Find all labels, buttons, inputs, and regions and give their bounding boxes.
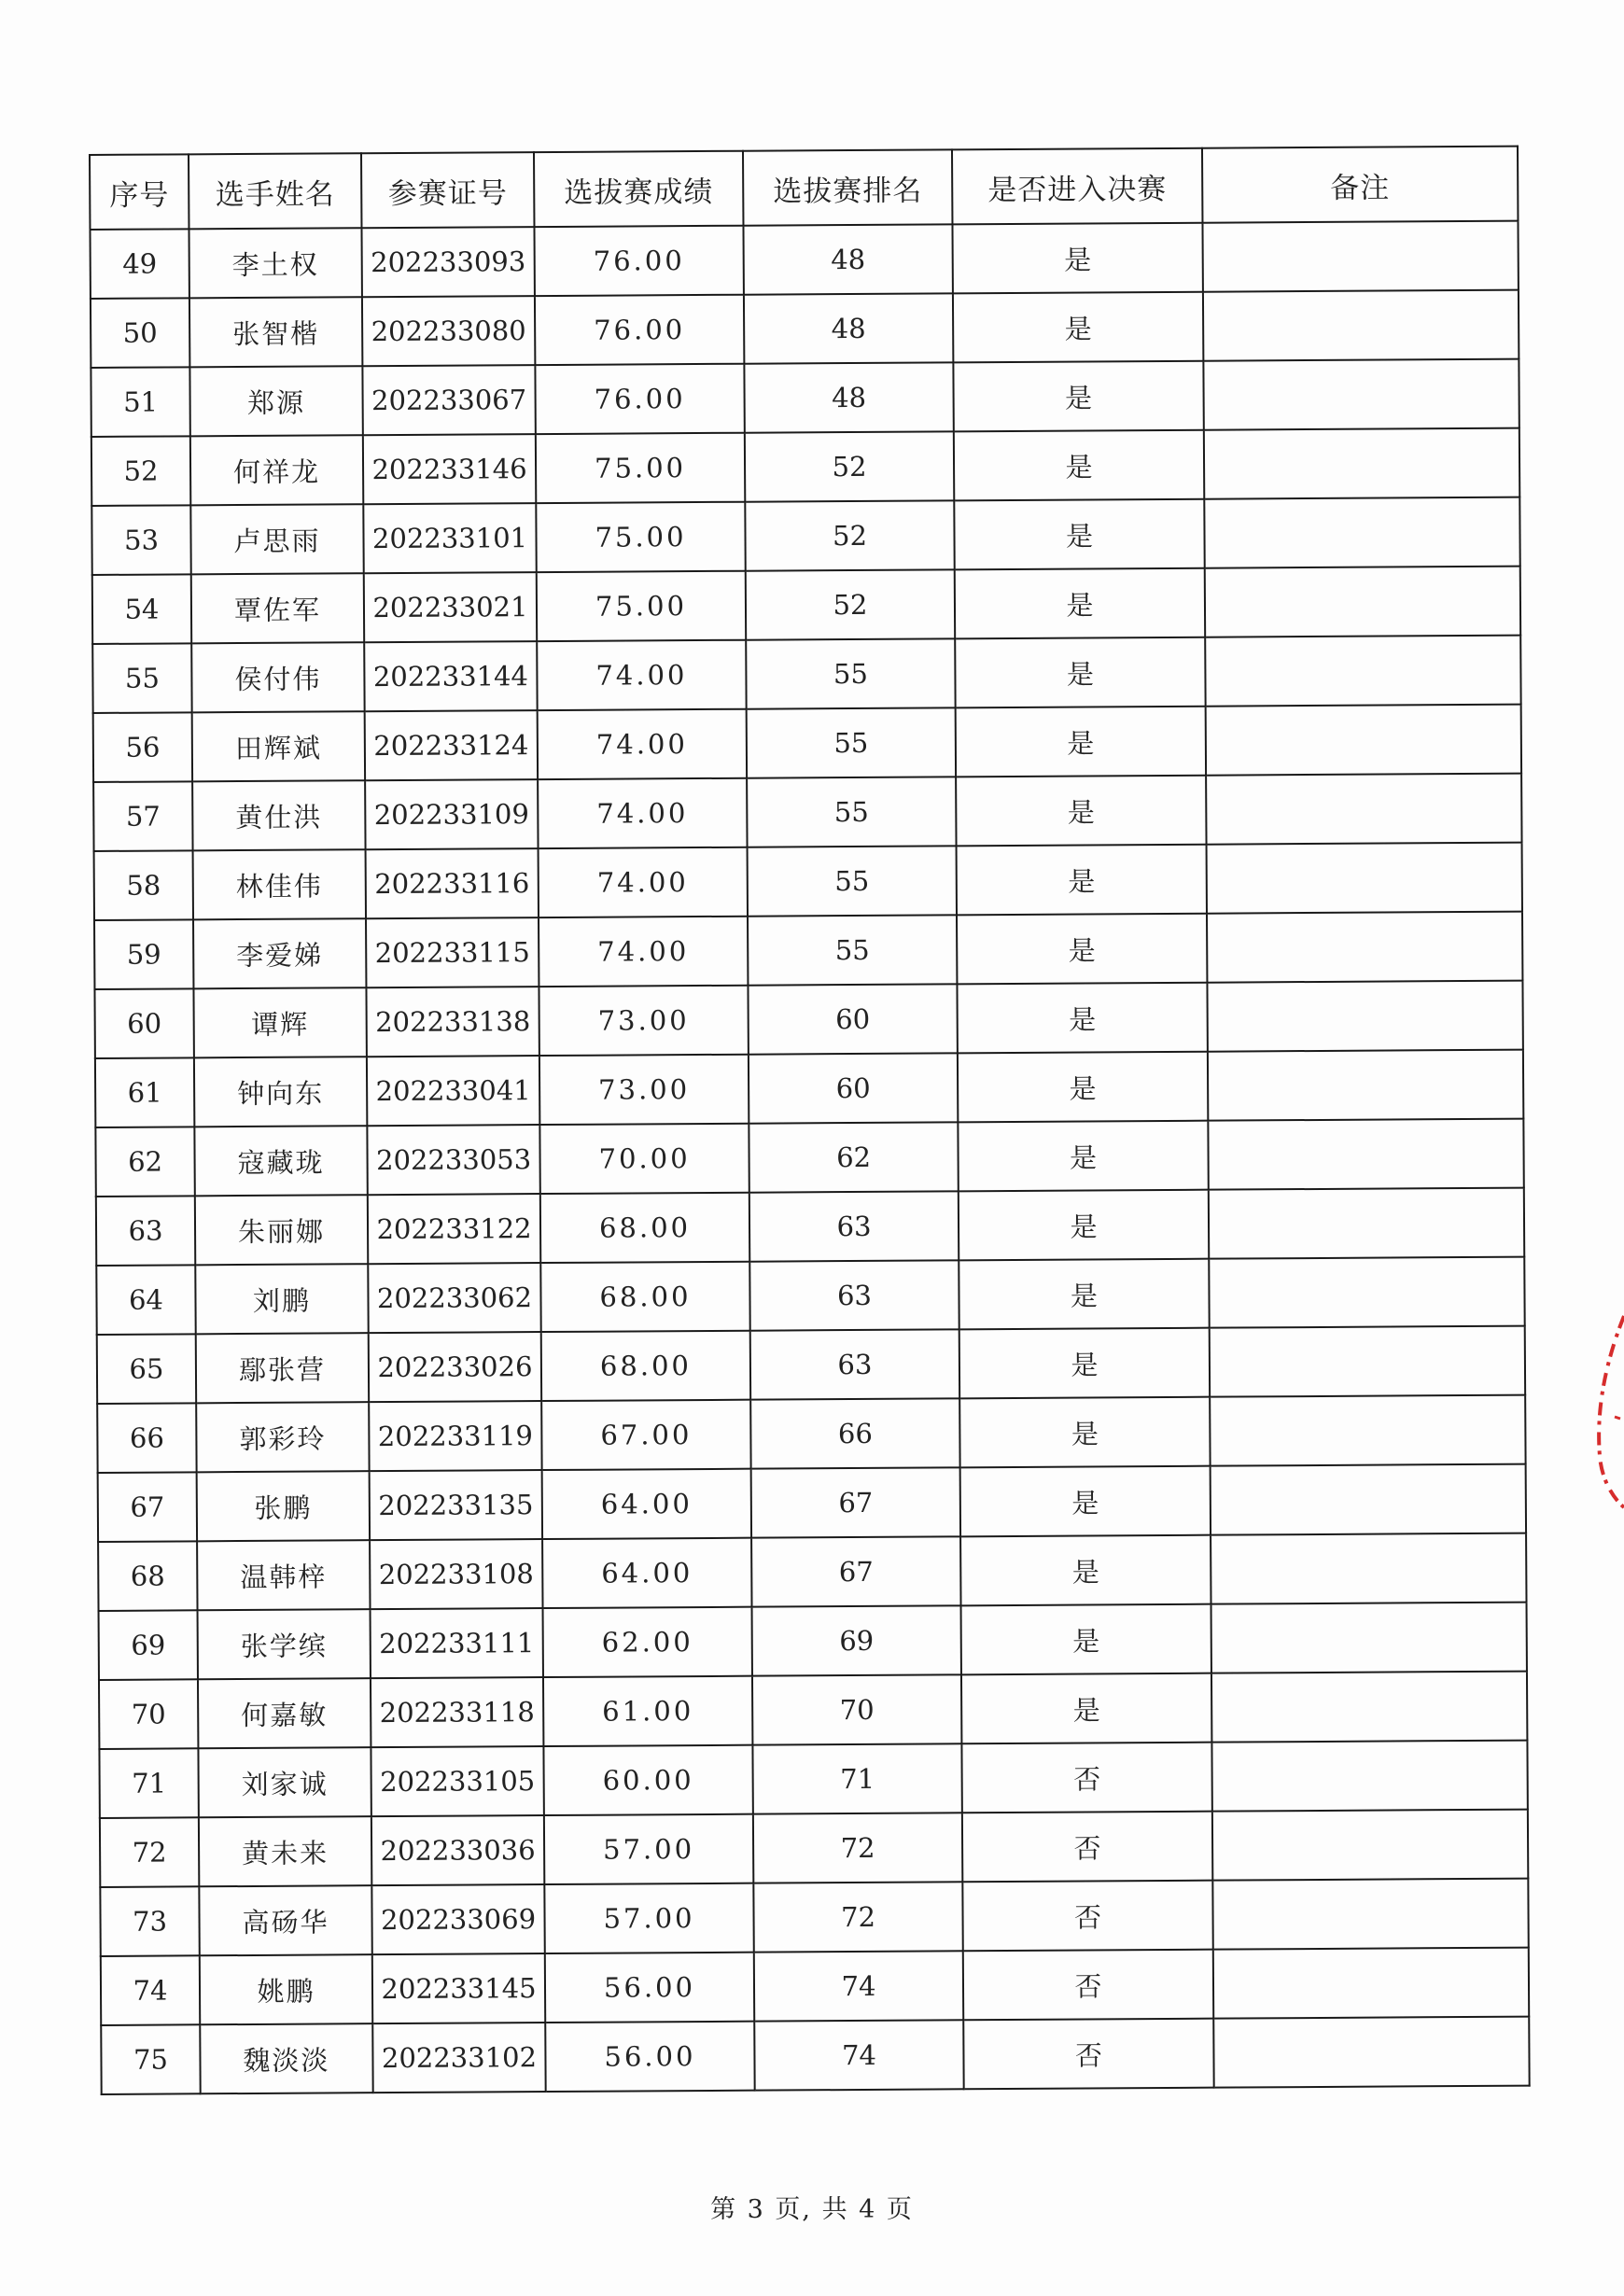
- cell-entry-number: 202233041: [367, 1056, 539, 1126]
- cell-remarks: [1206, 705, 1521, 776]
- cell-serial-number: 63: [96, 1196, 195, 1266]
- cell-entry-number: 202233138: [366, 987, 539, 1057]
- cell-selection-score: 75.00: [536, 433, 745, 503]
- cell-contestant-name: 高砀华: [199, 1885, 371, 1955]
- cell-contestant-name: 黄未来: [199, 1816, 371, 1886]
- cell-serial-number: 57: [93, 781, 192, 851]
- table-row: [95, 1119, 1523, 1197]
- cell-selection-score: 73.00: [539, 986, 748, 1056]
- cell-entry-number: 202233026: [369, 1332, 541, 1402]
- header-selection-rank: 选拔赛排名: [743, 149, 952, 225]
- header-contestant-name: 选手姓名: [189, 153, 361, 229]
- cell-serial-number: 65: [97, 1334, 196, 1404]
- cell-contestant-name: 林佳伟: [193, 849, 366, 919]
- table-row: [94, 912, 1522, 989]
- table-row: [100, 1810, 1528, 1887]
- cell-remarks: [1213, 2017, 1529, 2088]
- table-row: [93, 774, 1521, 851]
- table-row: [94, 843, 1522, 920]
- table-row: [99, 1672, 1527, 1749]
- cell-serial-number: 56: [93, 712, 192, 782]
- cell-selection-score: 57.00: [544, 1883, 753, 1953]
- table-header-row: [90, 147, 1518, 230]
- cell-advance-to-final: 是: [959, 1397, 1210, 1468]
- red-seal-edge: [1587, 1307, 1624, 1512]
- cell-selection-score: 74.00: [539, 847, 748, 917]
- cell-selection-score: 57.00: [544, 1814, 753, 1884]
- cell-advance-to-final: 是: [956, 707, 1206, 777]
- cell-advance-to-final: 是: [960, 1466, 1211, 1537]
- cell-advance-to-final: 是: [952, 223, 1202, 294]
- cell-entry-number: 202233105: [371, 1746, 543, 1816]
- cell-advance-to-final: 是: [953, 292, 1203, 363]
- cell-serial-number: 52: [91, 436, 190, 506]
- table-row: [99, 1741, 1527, 1818]
- cell-remarks: [1207, 843, 1522, 914]
- cell-selection-rank: 60: [748, 984, 957, 1054]
- cell-contestant-name: 刘鹏: [195, 1264, 368, 1334]
- cell-selection-score: 61.00: [543, 1676, 752, 1746]
- cell-remarks: [1206, 774, 1521, 845]
- cell-selection-rank: 72: [753, 1882, 962, 1952]
- cell-selection-score: 76.00: [535, 364, 744, 434]
- cell-advance-to-final: 否: [963, 1950, 1213, 2021]
- cell-serial-number: 72: [100, 1817, 199, 1887]
- cell-entry-number: 202233021: [364, 572, 537, 642]
- cell-selection-rank: 69: [752, 1605, 961, 1675]
- cell-selection-rank: 71: [752, 1743, 961, 1813]
- cell-advance-to-final: 是: [953, 361, 1203, 432]
- table-row: [98, 1533, 1526, 1611]
- table-row: [101, 2017, 1529, 2094]
- cell-contestant-name: 卢思雨: [190, 504, 363, 574]
- cell-selection-score: 56.00: [545, 2022, 754, 2092]
- cell-selection-rank: 52: [745, 431, 954, 501]
- cell-serial-number: 60: [94, 988, 193, 1058]
- cell-serial-number: 51: [91, 367, 189, 437]
- cell-advance-to-final: 是: [957, 983, 1207, 1054]
- cell-remarks: [1210, 1395, 1525, 1466]
- cell-advance-to-final: 是: [955, 637, 1205, 708]
- cell-entry-number: 202233108: [370, 1539, 542, 1609]
- cell-remarks: [1207, 981, 1522, 1052]
- cell-entry-number: 202233145: [372, 1953, 545, 2023]
- cell-entry-number: 202233067: [362, 365, 535, 435]
- cell-selection-rank: 63: [749, 1260, 959, 1330]
- cell-entry-number: 202233101: [363, 503, 536, 573]
- cell-serial-number: 70: [99, 1679, 198, 1749]
- cell-serial-number: 55: [92, 643, 191, 713]
- cell-selection-rank: 60: [749, 1053, 958, 1123]
- cell-serial-number: 49: [90, 229, 189, 299]
- cell-selection-score: 62.00: [543, 1607, 752, 1677]
- header-remarks: 备注: [1202, 147, 1518, 223]
- table-row: [99, 1603, 1527, 1680]
- cell-remarks: [1205, 567, 1520, 637]
- cell-selection-score: 74.00: [538, 778, 747, 848]
- cell-entry-number: 202233053: [367, 1125, 539, 1195]
- cell-remarks: [1205, 636, 1520, 707]
- cell-selection-score: 64.00: [542, 1538, 751, 1608]
- cell-selection-score: 74.00: [538, 709, 747, 779]
- cell-selection-rank: 55: [747, 707, 956, 777]
- cell-remarks: [1203, 359, 1519, 430]
- table-row: [95, 1050, 1523, 1127]
- cell-advance-to-final: 是: [954, 499, 1204, 570]
- cell-entry-number: 202233124: [365, 710, 538, 780]
- cell-serial-number: 53: [91, 505, 190, 575]
- cell-advance-to-final: 是: [958, 1052, 1208, 1123]
- cell-selection-score: 67.00: [541, 1400, 750, 1470]
- cell-advance-to-final: 是: [959, 1190, 1209, 1261]
- cell-contestant-name: 鄢张营: [196, 1333, 369, 1403]
- table-row: [91, 290, 1519, 368]
- cell-selection-score: 60.00: [543, 1745, 752, 1815]
- cell-entry-number: 202233122: [368, 1194, 540, 1264]
- cell-selection-score: 76.00: [535, 295, 744, 365]
- cell-advance-to-final: 是: [959, 1328, 1210, 1399]
- cell-serial-number: 54: [92, 574, 191, 644]
- cell-contestant-name: 张学缤: [198, 1609, 371, 1679]
- cell-remarks: [1204, 497, 1519, 568]
- cell-contestant-name: 张智楷: [189, 297, 362, 367]
- cell-selection-rank: 48: [744, 362, 953, 432]
- cell-contestant-name: 温韩梓: [197, 1540, 370, 1610]
- cell-entry-number: 202233146: [363, 434, 536, 504]
- cell-contestant-name: 李土权: [189, 228, 361, 298]
- cell-selection-score: 76.00: [534, 226, 743, 296]
- cell-remarks: [1210, 1326, 1525, 1397]
- table-body: [90, 221, 1529, 2094]
- cell-selection-rank: 67: [751, 1467, 960, 1537]
- cell-advance-to-final: 是: [957, 914, 1207, 985]
- cell-advance-to-final: 是: [959, 1259, 1209, 1330]
- table-row: [96, 1188, 1524, 1266]
- cell-contestant-name: 钟向东: [194, 1057, 367, 1127]
- table-row: [101, 1948, 1529, 2025]
- header-entry-number: 参赛证号: [361, 152, 534, 228]
- cell-serial-number: 66: [97, 1403, 196, 1473]
- cell-selection-rank: 63: [749, 1191, 959, 1261]
- cell-contestant-name: 覃佐军: [191, 573, 364, 643]
- header-serial-number: 序号: [90, 154, 189, 230]
- page-number-footer: 第 3 页, 共 4 页: [710, 2195, 914, 2224]
- cell-remarks: [1212, 1879, 1528, 1950]
- cell-selection-rank: 55: [748, 846, 957, 916]
- cell-entry-number: 202233069: [371, 1884, 544, 1954]
- cell-entry-number: 202233080: [362, 296, 535, 366]
- table-row: [91, 359, 1519, 437]
- table-row: [91, 497, 1519, 575]
- cell-selection-score: 73.00: [539, 1055, 749, 1125]
- cell-remarks: [1208, 1050, 1523, 1121]
- cell-selection-rank: 62: [749, 1122, 958, 1192]
- cell-selection-rank: 66: [750, 1398, 959, 1468]
- table-row: [94, 981, 1522, 1058]
- cell-remarks: [1213, 1948, 1529, 2019]
- cell-selection-rank: 52: [746, 569, 955, 639]
- cell-entry-number: 202233119: [369, 1401, 541, 1471]
- cell-remarks: [1203, 290, 1519, 361]
- cell-remarks: [1207, 912, 1522, 983]
- cell-serial-number: 74: [101, 1955, 200, 2025]
- table-row: [93, 705, 1521, 782]
- cell-selection-rank: 70: [752, 1674, 961, 1744]
- cell-advance-to-final: 是: [955, 568, 1205, 639]
- cell-entry-number: 202233102: [372, 2023, 545, 2093]
- cell-selection-rank: 72: [753, 1813, 962, 1883]
- cell-serial-number: 68: [98, 1541, 197, 1611]
- header-selection-score: 选拔赛成绩: [534, 151, 743, 227]
- cell-remarks: [1202, 221, 1518, 292]
- cell-selection-rank: 52: [745, 500, 954, 570]
- cell-advance-to-final: 否: [961, 1743, 1211, 1813]
- cell-entry-number: 202233144: [364, 641, 537, 711]
- cell-entry-number: 202233062: [368, 1263, 540, 1333]
- cell-serial-number: 67: [98, 1472, 197, 1542]
- cell-contestant-name: 李爱娣: [193, 918, 366, 988]
- header-advance-to-final: 是否进入决赛: [952, 148, 1202, 225]
- cell-contestant-name: 刘家诚: [198, 1747, 371, 1817]
- cell-advance-to-final: 是: [961, 1604, 1211, 1675]
- table-row: [91, 428, 1519, 506]
- cell-advance-to-final: 是: [954, 430, 1204, 501]
- cell-advance-to-final: 否: [962, 1881, 1212, 1952]
- cell-contestant-name: 谭辉: [193, 987, 366, 1057]
- cell-serial-number: 61: [95, 1057, 194, 1127]
- cell-contestant-name: 郑源: [189, 366, 362, 436]
- cell-serial-number: 64: [96, 1265, 195, 1335]
- cell-selection-score: 70.00: [539, 1124, 749, 1194]
- cell-contestant-name: 姚鹏: [200, 1954, 372, 2024]
- cell-entry-number: 202233036: [371, 1815, 544, 1885]
- cell-selection-rank: 55: [748, 915, 957, 985]
- cell-selection-score: 74.00: [537, 640, 746, 710]
- cell-serial-number: 73: [100, 1886, 199, 1956]
- cell-advance-to-final: 是: [956, 776, 1206, 847]
- results-table: [89, 146, 1531, 2095]
- cell-selection-score: 75.00: [537, 571, 746, 641]
- cell-selection-score: 68.00: [540, 1262, 749, 1332]
- cell-contestant-name: 寇藏珑: [194, 1126, 367, 1196]
- cell-remarks: [1209, 1188, 1524, 1259]
- cell-contestant-name: 何嘉敏: [198, 1678, 371, 1748]
- cell-selection-score: 68.00: [541, 1331, 750, 1401]
- table-row: [96, 1257, 1524, 1335]
- cell-contestant-name: 张鹏: [197, 1471, 370, 1541]
- cell-contestant-name: 魏淡淡: [200, 2023, 372, 2093]
- cell-remarks: [1211, 1533, 1526, 1604]
- table-row: [98, 1464, 1526, 1542]
- cell-serial-number: 75: [101, 2024, 200, 2094]
- cell-entry-number: 202233116: [366, 848, 539, 918]
- cell-contestant-name: 田辉斌: [192, 711, 365, 781]
- table-row: [97, 1326, 1525, 1404]
- cell-selection-rank: 74: [754, 1951, 963, 2021]
- cell-contestant-name: 侯付伟: [191, 642, 364, 712]
- cell-serial-number: 58: [94, 850, 193, 920]
- cell-remarks: [1211, 1464, 1526, 1535]
- table-row: [92, 567, 1520, 644]
- cell-remarks: [1211, 1741, 1527, 1812]
- cell-advance-to-final: 否: [962, 1812, 1212, 1883]
- cell-selection-score: 74.00: [539, 917, 748, 987]
- cell-selection-score: 56.00: [545, 1953, 754, 2023]
- cell-serial-number: 62: [95, 1127, 194, 1197]
- cell-selection-score: 64.00: [542, 1469, 751, 1539]
- cell-contestant-name: 黄仕洪: [192, 780, 365, 850]
- cell-selection-rank: 67: [751, 1536, 960, 1606]
- cell-serial-number: 71: [99, 1748, 198, 1818]
- cell-serial-number: 59: [94, 919, 193, 989]
- cell-selection-rank: 55: [747, 777, 956, 847]
- table-row: [92, 636, 1520, 713]
- cell-serial-number: 50: [91, 298, 189, 368]
- cell-advance-to-final: 是: [958, 1121, 1208, 1192]
- cell-advance-to-final: 是: [961, 1673, 1211, 1744]
- cell-entry-number: 202233135: [370, 1470, 542, 1540]
- cell-contestant-name: 郭彩玲: [196, 1402, 369, 1472]
- cell-serial-number: 69: [99, 1610, 198, 1680]
- cell-advance-to-final: 是: [960, 1535, 1211, 1606]
- cell-selection-score: 75.00: [536, 502, 745, 572]
- cell-entry-number: 202233093: [361, 227, 534, 297]
- cell-remarks: [1211, 1672, 1527, 1743]
- results-table-container: [89, 146, 1529, 2095]
- cell-entry-number: 202233109: [365, 779, 538, 849]
- cell-selection-rank: 48: [744, 293, 953, 363]
- cell-selection-score: 68.00: [540, 1193, 749, 1263]
- cell-selection-rank: 48: [743, 224, 952, 294]
- cell-remarks: [1204, 428, 1519, 499]
- table-row: [97, 1395, 1525, 1473]
- table-row: [90, 221, 1518, 299]
- cell-advance-to-final: 是: [957, 845, 1207, 916]
- cell-advance-to-final: 否: [963, 2019, 1213, 2090]
- cell-remarks: [1208, 1119, 1523, 1190]
- cell-remarks: [1212, 1810, 1528, 1881]
- cell-selection-rank: 55: [746, 638, 955, 708]
- cell-contestant-name: 何祥龙: [190, 435, 363, 505]
- cell-selection-rank: 74: [754, 2020, 963, 2090]
- cell-remarks: [1211, 1603, 1527, 1673]
- cell-entry-number: 202233118: [371, 1677, 543, 1747]
- table-row: [100, 1879, 1528, 1956]
- cell-entry-number: 202233115: [366, 917, 539, 987]
- cell-remarks: [1209, 1257, 1524, 1328]
- cell-contestant-name: 朱丽娜: [195, 1195, 368, 1265]
- cell-selection-rank: 63: [750, 1329, 959, 1399]
- cell-entry-number: 202233111: [371, 1608, 543, 1678]
